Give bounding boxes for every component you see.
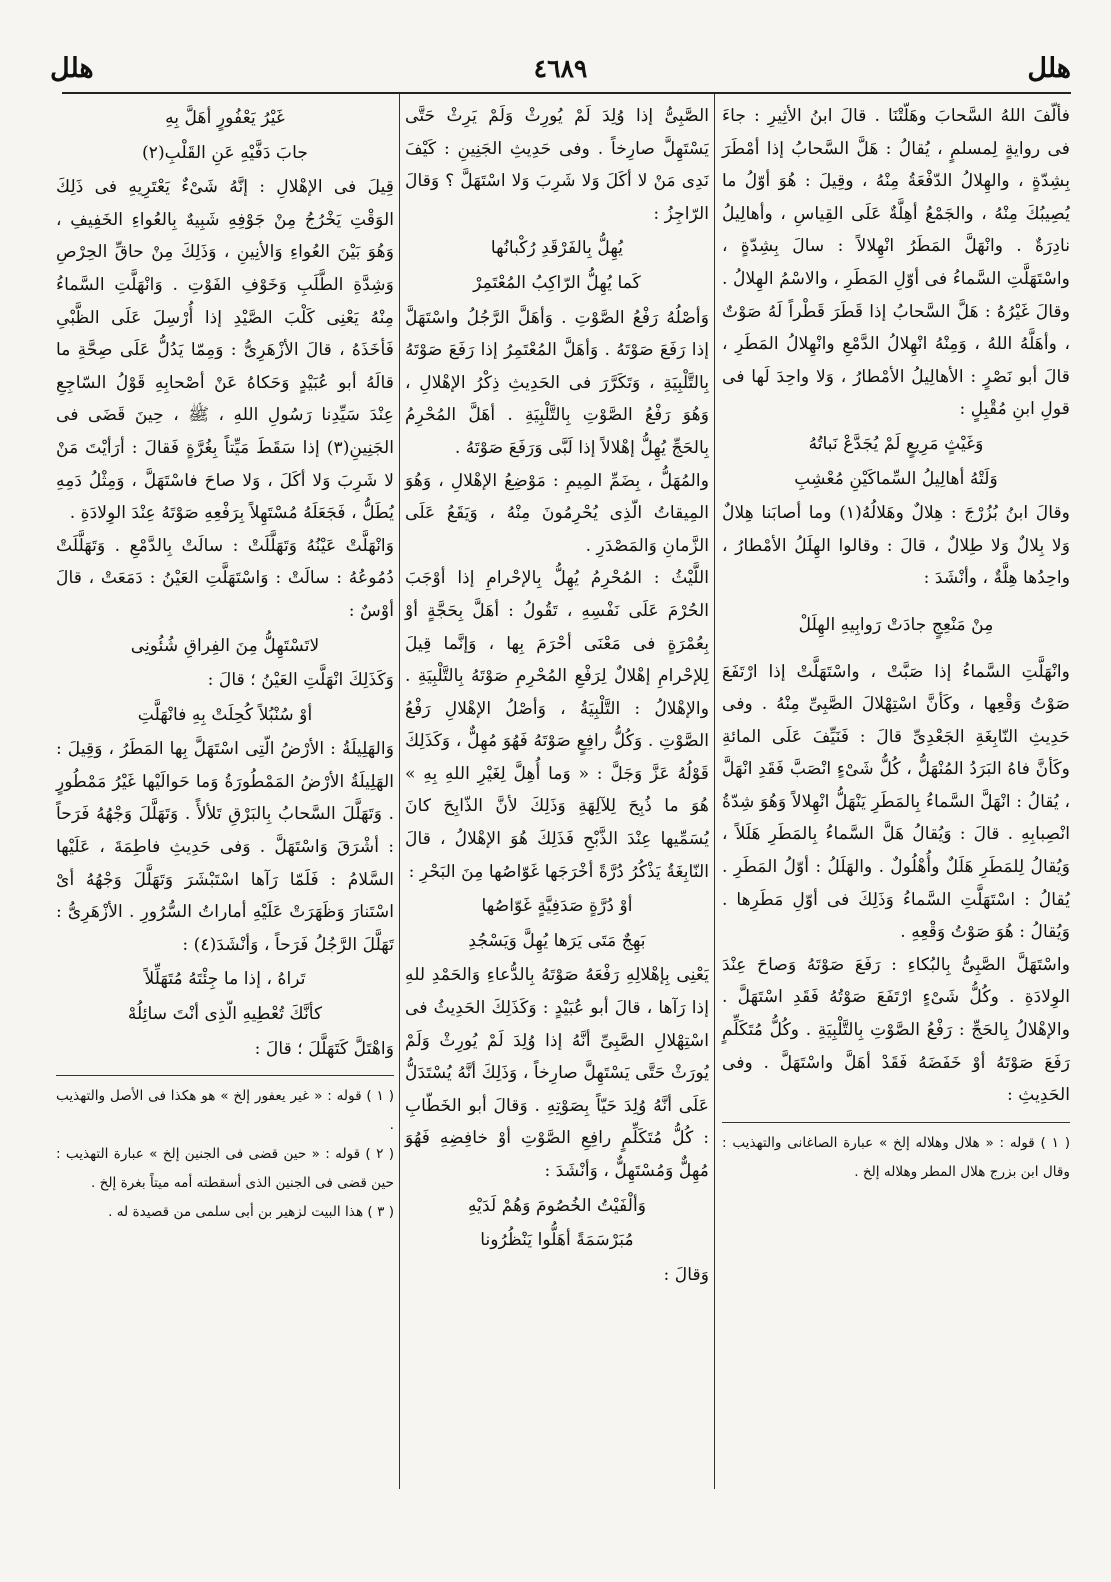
paragraph: وقالَ ابنُ بُزُرْجَ : هِلالٌ وهَلالُهُ(١) وما أصابَنا هِلالٌ وَلا بِلالٌ وَلا طِلالٌ ، قالَ : وقالوا الهِلَلُ الأمْطارُ ، واحِدُها هِلَّةٌ ، وأنْشَدَ : xyxy=(722,503,1070,589)
paragraph: وانْهَلَّتِ السَّماءُ إذا صَبَّتْ ، واسْتَهَلَّتْ إذا ارْتَفَعَ صَوْتُ وَقْعِها ، وكَأنَّ اسْتِهْلالَ الصَّبِىِّ مِنْهُ . وفى حَدِيثِ النّابِغَةِ الجَعْدِىِّ قالَ : فَنَيِّفَ عَلَى المائةِ وكَأنَّ فاهُ البَرَدُ المُنْهَلُّ ، كُلُّ شَىْءٍ انْصَبَّ فَقَدِ انْهَلَّ ، يُقالُ : انْهَلَّ السَّماءُ بِالمَطَرِ يَنْهَلُّ انْهِلالاً وَهُوَ شِدّةُ انْصِبابِهِ . قالَ : وَيُقالُ هَلَّ السَّماءُ بِالمَطَرِ هَلَلاً ، وَيُقالُ لِلمَطَرِ هَلَلٌ وأُهْلُولٌ . والهَلَلُ : أوّلُ المَطَرِ . يُقالُ : اسْتَهَلَّتِ السَّماءُ وَذَلِكَ فى أوّلِ مَطَرِها . وَيُقالُ : هُوَ صَوْتُ وَقْعِهِ . xyxy=(722,661,1070,943)
footnote: ( ٢ ) قوله : « حين قضى فى الجنين إلخ » عبارة التهذيب : حين قضى فى الجنين الذى أسقطته أمه ميتاً بغرة إلخ . xyxy=(56,1146,394,1192)
footnote-separator xyxy=(722,1122,1070,1123)
column-divider-left xyxy=(399,94,400,1489)
paragraph: اللَّيْثُ : المُحْرِمُ يُهِلُّ بِالإحْرامِ إذا أوْجَبَ الحُرْمَ عَلَى نَفْسِهِ ، تَقُولُ : أهَلَّ بِحَجَّةٍ أوْ بِعُمْرَةٍ فى مَعْنَى أحْرَمَ بِها ، وَإنَّما قِيلَ لِلإحْرامِ إهْلالٌ لِرَفْعِ المُحْرِمِ صَوْتَهُ بِالتَّلْبِيَةِ . والإهْلالُ : التَّلْبِيَةُ ، وَأصْلُ الإهْلالِ رَفْعُ الصَّوْتِ . وَكُلُّ رافِعٍ صَوْتَهُ فَهُوَ مُهِلٌّ ، وَكَذَلِكَ قَوْلُهُ عَزَّ وَجَلَّ : « وَما أُهِلَّ لِغَيْرِ اللهِ بِهِ » هُوَ ما ذُبِحَ لِلآلِهَةِ وَذَلِكَ لأنَّ الذّابِحَ كانَ يُسَمِّيها عِنْدَ الذَّبْحِ فَذَلِكَ هُوَ الإهْلالُ ، قالَ النّابِغَةُ يَذْكُرُ دُرَّةً أخْرَجَها غَوّاصُها مِنَ البَحْرِ : xyxy=(405,568,709,882)
paragraph: وَانْهَلَّتْ عَيْنُهُ وَتَهَلَّلَتْ : سالَتْ بِالدَّمْعِ . وَتَهَلَّلَتْ دُمُوعُهُ : سالَتْ : وَاسْتَهَلَّتِ العَيْنُ : دَمَعَتْ ، قالَ أوْسٌ : xyxy=(56,535,394,621)
footnote: ( ١ ) قوله : « غير يعفور إلخ » هو هكذا فى الأصل والتهذيب . xyxy=(56,1088,394,1134)
paragraph: وَالهَلِيلَةُ : الأرْضُ الّتِى اسْتَهَلَّ بِها المَطَرُ ، وَقِيلَ : الهَلِيلَةُ الأرْضُ المَمْطُورَةُ وَما حَوالَيْها غَيْرُ مَمْطُورٍ . وَتَهَلَّلَ السَّحابُ بِالبَرْقِ تَلألأً . وَتَهَلَّلَ وَجْهُهُ فَرَحاً : أشْرَقَ وَاسْتَهَلَّ . وَفى حَدِيثِ فاطِمَةَ ، عَلَيْها السَّلامُ : فَلَمّا رَآها اسْتَبْشَرَ وَتَهَلَّلَ وَجْهُهُ أىْ اسْتَنارَ وَظَهَرَتْ عَلَيْهِ أماراتُ السُّرُورِ . الأزْهَرِىُّ : تَهَلَّلَ الرَّجُلُ فَرَحاً ، وَأنْشَدَ(٤) : xyxy=(56,739,394,955)
paragraph: قِيلَ فى الإهْلالِ : إنَّهُ شَىْءٌ يَعْتَرِيهِ فى ذَلِكَ الوَقْتِ يَخْرُجُ مِنْ جَوْفِهِ شَبِيهٌ بِالعُواءِ الخَفِيفِ ، وَهُوَ بَيْنَ العُواءِ وَالأنِينِ ، وَذَلِكَ مِنْ حاقِّ الحِرْصِ وَشِدَّةِ الطَّلَبِ وَخَوْفِ الفَوْتِ . وَانْهَلَّتِ السَّماءُ مِنْهُ يَعْنِى كَلْبَ الصَّيْدِ إذا أُرْسِلَ عَلَى الظَّبْىِ فَأخَذَهُ ، قالَ الأزْهَرِىُّ : وَمِمّا يَدُلُّ عَلَى صِحَّةِ ما قالَهُ أبو عُبَيْدٍ وَحَكاهُ عَنْ أصْحابِهِ قَوْلُ السّاجِعِ عِنْدَ سَيِّدِنا رَسُولِ اللهِ ، ﷺ ، حِينَ قَضَى فى الجَنِينِ(٣) إذا سَقَطَ مَيِّتاً بِغُرَّةٍ فَقالَ : أرَأيْتَ مَنْ لا شَرِبَ وَلا أكَلَ ، وَلا صاحَ فاسْتَهَلَّ ، وَمِثْلُ دَمِهِ يُطَلُّ ، فَجَعَلَهُ مُسْتَهِلاً بِرَفْعِهِ صَوْتَهُ عِنْدَ الوِلادَةِ . xyxy=(56,177,394,524)
verse-line: يُهِلُّ بِالفَرْقَدِ رُكْبانُها xyxy=(490,238,624,259)
verse-line: كأنَّكَ تُعْطِيهِ الّذِى أنْتَ سائِلُهْ xyxy=(127,1004,323,1025)
footnotes xyxy=(56,1082,394,1227)
verse-line: أوْ دُرَّةٍ صَدَفِيَّةٍ غَوّاصُها xyxy=(481,896,633,917)
verse-line: كَما يُهِلُّ الرّاكِبُ المُعْتَمِرْ xyxy=(473,272,641,293)
paragraph: فألّفَ اللهُ السَّحابَ وهَلّتْنَا . قالَ ابنُ الأثِيرِ : جاءَ فى روايةٍ لِمسلمٍ ، يُقالُ : هَلَّ السَّحابُ إذا أمْطَرَ بِشِدّةٍ ، والهِلالُ الدّفْعَةُ مِنْهُ ، وقِيلَ : هُوَ أوّلُ ما يُصِيبُكَ مِنْهُ ، والجَمْعُ أهِلَّةٌ عَلَى القِياسِ ، وأهالِيلُ نادِرَةٌ . وانْهَلَّ المَطَرُ انْهِلالاً : سالَ بِشِدّةٍ ، واسْتَهَلَّتِ السَّماءُ فى أوّلِ المَطَرِ ، والاسْمُ الهِلالُ . وقالَ غَيْرُهُ : هَلَّ السَّحابُ إذا قَطَرَ قَطْراً لَهُ صَوْتٌ ، وأهَلَّهُ اللهُ ، وَمِنْهُ انْهِلالُ الدَّمْعِ وانْهِلالُ المَطَرِ ، قالَ أبو نَصْرٍ : الأهالِيلُ الأمْطارُ ، وَلا واحِدَ لَها فى قولِ ابنِ مُقْبِلٍ : xyxy=(722,106,1070,420)
paragraph: وَقالَ : xyxy=(663,1264,709,1285)
footnote: ( ٣ ) هذا البيت لزهير بن أبى سلمى من قصيدة له . xyxy=(108,1204,394,1221)
verse-line: أوْ سُنْبُلاً كُحِلَتْ بِهِ فانْهَلَّتِ xyxy=(137,704,313,725)
verse-line: بَهِجٌ مَتَى يَرَها يُهِلَّ وَيَسْجُدِ xyxy=(468,930,646,951)
paragraph: والمُهَلُّ ، بِضَمِّ المِيمِ : مَوْضِعُ الإهْلالِ ، وَهُوَ المِيقاتُ الّذِى يُحْرِمُونَ مِنْهُ ، وَيَقَعُ عَلَى الزَّمانِ وَالمَصْدَرِ . xyxy=(405,470,709,556)
verse-line: جابَ دَفَّيْهِ عَنِ القَلْبِ(٢) xyxy=(142,142,308,163)
page-number: ٤٦٨٩ xyxy=(533,53,588,83)
verse-line: غَيْرُ يَعْفُورٍ أهَلَّ بِهِ xyxy=(165,108,285,128)
running-headword-left: هلل xyxy=(50,52,94,84)
paragraph: وَأصْلُهُ رَفْعُ الصَّوْتِ . وَأهَلَّ الرَّجُلُ واسْتَهَلَّ إذا رَفَعَ صَوْتَهُ . وَأهَلَّ المُعْتَمِرُ إذا رَفَعَ صَوْتَهُ بِالتَّلْبِيَةِ ، وَتَكَرَّرَ فى الحَدِيثِ ذِكْرُ الإهْلالِ ، وَهُوَ رَفْعُ الصَّوْتِ بِالتَّلْبِيَةِ . أهَلَّ المُحْرِمُ بِالحَجِّ يُهِلُّ إهْلالاً إذا لَبَّى وَرَفَعَ صَوْتَهُ . xyxy=(405,307,709,458)
paragraph: واسْتَهَلَّ الصَّبِىُّ بِالبُكاءِ : رَفَعَ صَوْتَهُ وَصاحَ عِنْدَ الوِلادَةِ . وكُلُّ شَىْءٍ ارْتَفَعَ صَوْتُهُ فَقَدِ اسْتَهَلَّ . والإهْلالُ بِالحَجِّ : رَفْعُ الصَّوْتِ بِالتَّلْبِيَةِ . وكُلُّ مُتَكَلِّمٍ رَفَعَ صَوْتَهُ أوْ خَفَضَهُ فَقَدْ أهَلَّ واسْتَهَلَّ . وفى الحَدِيثِ : xyxy=(722,954,1070,1106)
column-middle xyxy=(405,100,709,1291)
column-left xyxy=(56,100,394,1227)
paragraph: يَعْنِى بِإهْلالِهِ رَفْعَهُ صَوْتَهُ بِالدُّعاءِ وَالحَمْدِ للهِ إذا رَآها ، قالَ أبو عُبَيْدٍ : وَكَذَلِكَ الحَدِيثُ فى اسْتِهْلالِ الصَّبِىِّ أنَّهُ إذا وُلِدَ لَمْ يُورِثْ وَلَمْ يُورَثْ حَتَّى يَسْتَهِلَّ صارِخاً ، وَذَلِكَ أنَّهُ يُسْتَدَلُّ عَلَى أنَّهُ وُلِدَ حَيّاً بِصَوْتِهِ . وَقالَ أبو الخَطّابِ : كُلُّ مُتَكَلِّمٍ رافِعِ الصَّوْتِ أوْ خافِضِهِ فَهُوَ مُهِلٌّ وَمُسْتَهِلٌّ ، وَأنْشَدَ : xyxy=(405,965,709,1181)
footnote: ( ١ ) قوله : « هلال وهلاله إلخ » عبارة الصاغانى والتهذيب : وقال ابن بزرج هلال المطر وهلاله إلخ . xyxy=(722,1134,1070,1180)
footnotes xyxy=(722,1129,1070,1187)
verse-line: تَراهُ ، إذا ما جِئْتَهُ مُتَهَلِّلاً xyxy=(144,969,306,990)
footnote-separator xyxy=(56,1075,394,1076)
page-header xyxy=(50,46,1071,90)
paragraph: الصَّبِىُّ إذا وُلِدَ لَمْ يُورِثْ وَلَمْ يَرِثْ حَتَّى يَسْتَهِلَّ صارِخاً . وفى حَدِيثِ الجَنِينِ : كَيْفَ نَدِى مَنْ لا أكَلَ وَلا شَرِبَ وَلا اسْتَهَلَّ ؟ وَقالَ الرّاجِزُ : xyxy=(405,106,709,224)
paragraph: وَاهْتَلَّ كَتَهَلَّلَ ؛ قالَ : xyxy=(254,1038,394,1059)
verse-line: وَغَيْثٍ مَرِيعٍ لَمْ يُجَدَّعْ نَباتُهُ xyxy=(808,433,984,454)
verse-line: وَألْفَيْتُ الخُصُومَ وَهُمْ لَدَيْهِ xyxy=(467,1195,647,1216)
verse-line: وَلَتْهُ أهالِيلُ السِّماكَيْنِ مُعْشِبِ xyxy=(794,468,998,489)
column-divider-right xyxy=(714,94,715,1489)
column-right xyxy=(722,100,1070,1187)
running-headword-right: هلل xyxy=(1027,52,1071,84)
verse-line: مِنْ مَنْعِجٍ جادَتْ رَوابِيهِ الهِلَلْ xyxy=(798,614,994,635)
paragraph: وَكَذَلِكَ انْهَلَّتِ العَيْنُ ؛ قالَ : xyxy=(207,670,394,691)
verse-line: لاتَسْتَهِلُّ مِنَ الفِراقِ شُئُونِى xyxy=(130,635,320,656)
header-rule xyxy=(62,92,1071,94)
verse-line: مُبَرْسَمَةً أهَلُّوا يَنْظُرُونا xyxy=(480,1230,634,1251)
